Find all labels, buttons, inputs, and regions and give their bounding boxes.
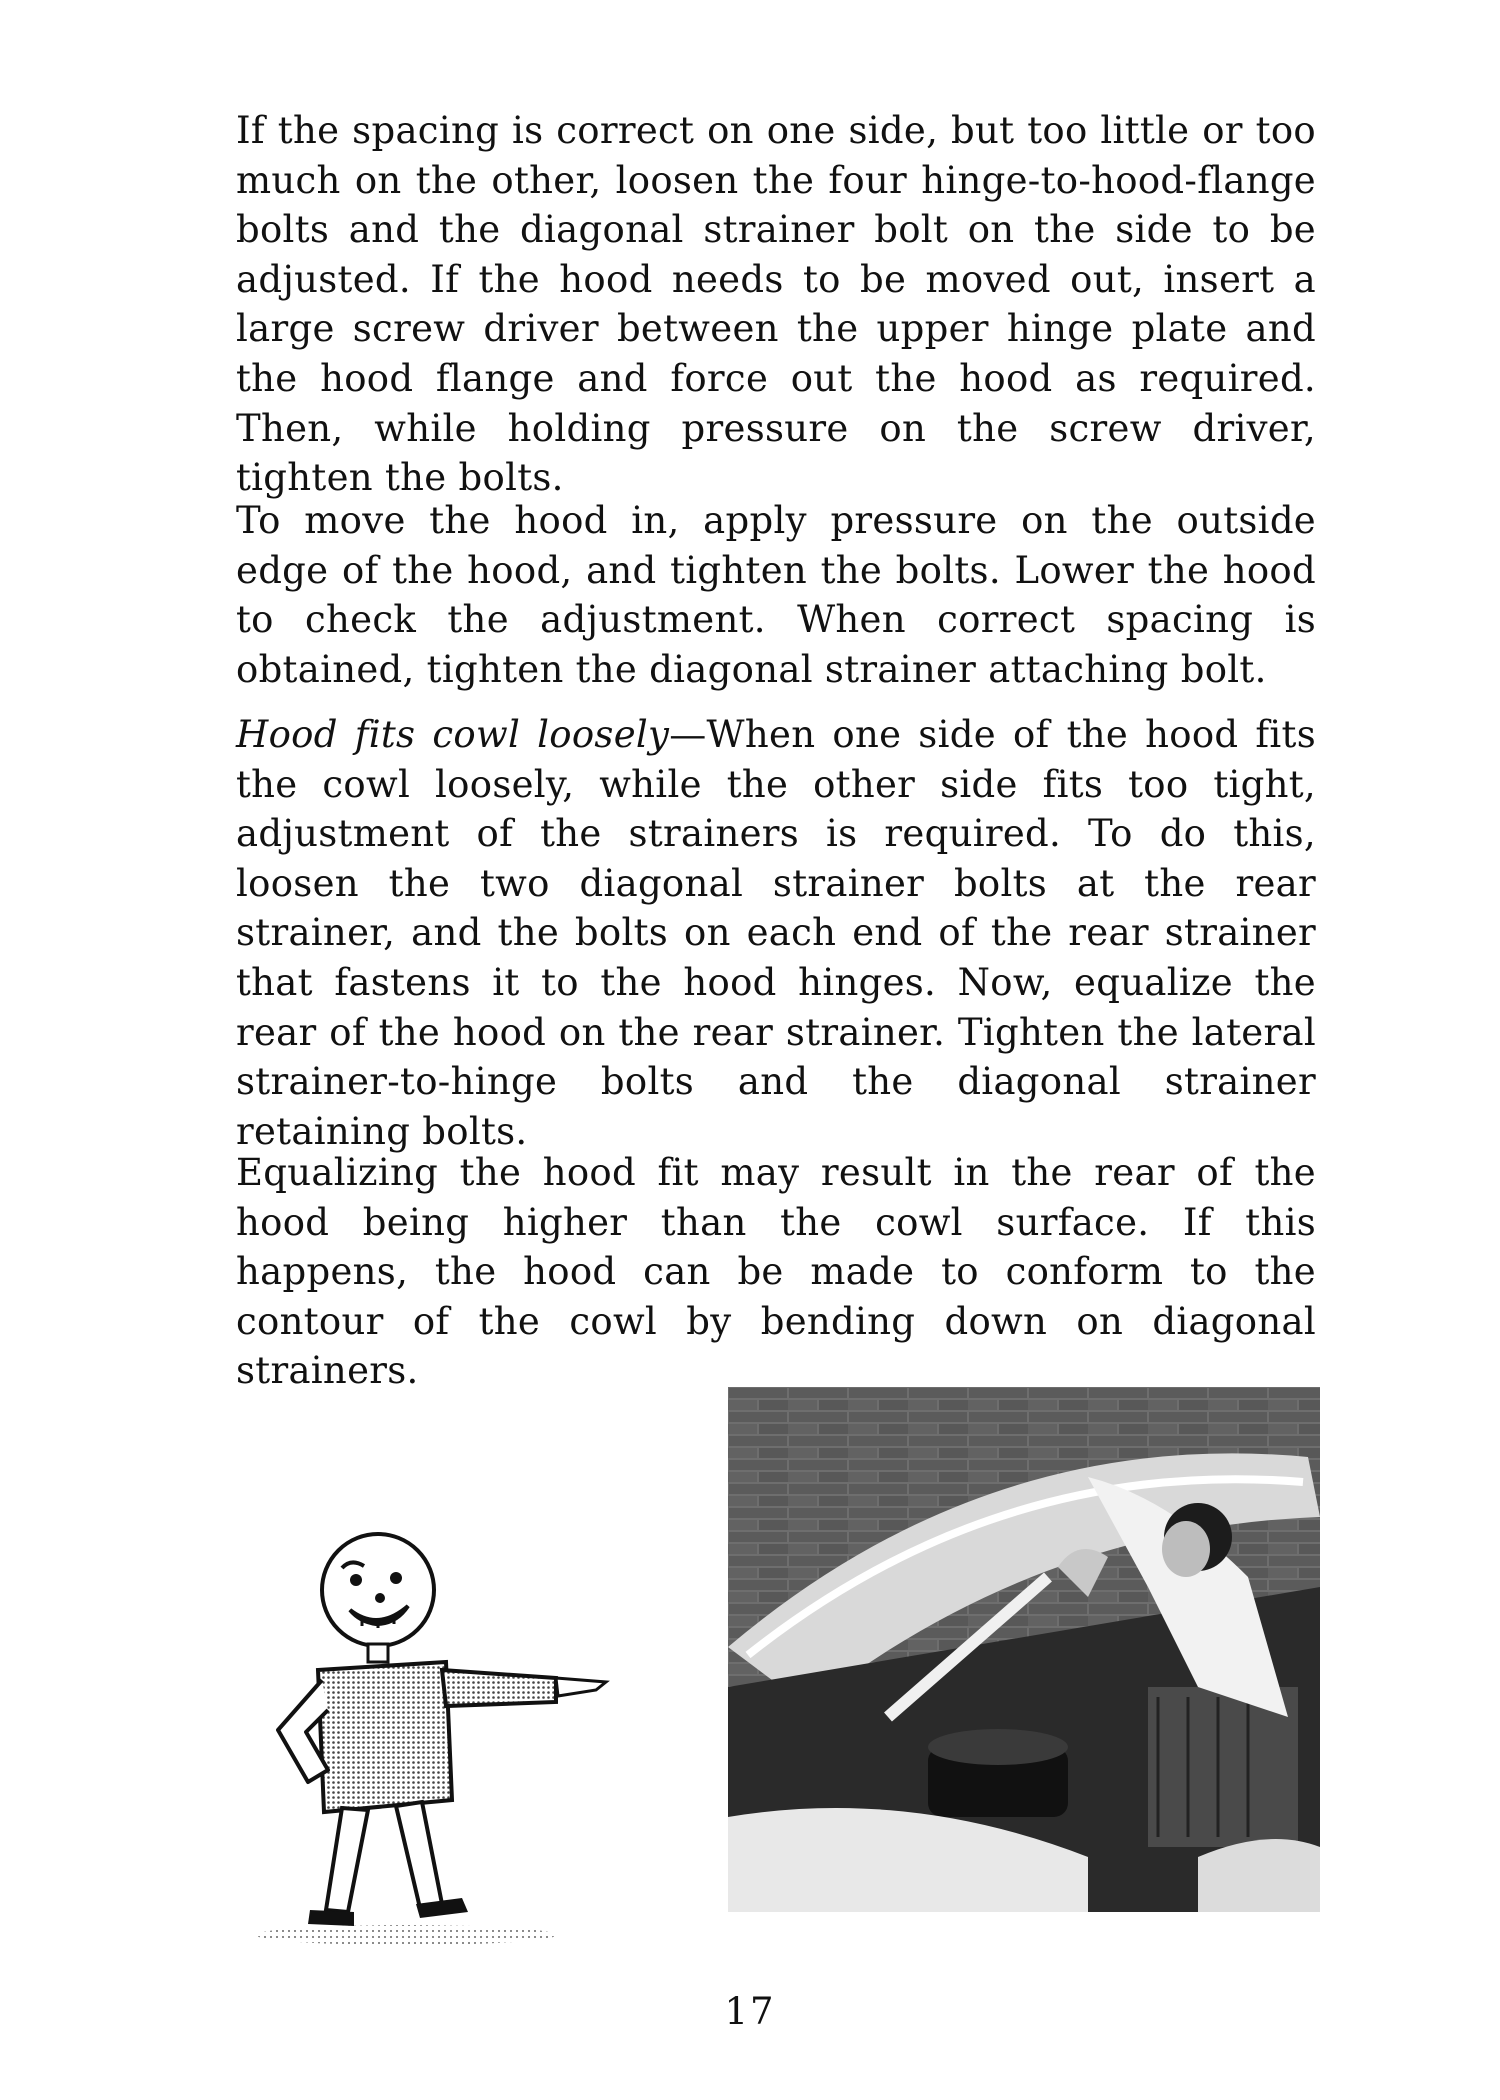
paragraph-4: Equalizing the hood fit may result in the rear of the hood being higher than the cowl surface. If this happens, the hood can be made to conform to the contour of the cowl by bending down on diagonal strainers.	[236, 1151, 1316, 1393]
paragraph-3	[236, 710, 1316, 1156]
paragraph-2: To move the hood in, apply pressure on the outside edge of the hood, and tighten the bolts. Lower the hood to check the adjustment. When correct spacing is obtained, tighten the diagonal strainer attaching bolt.	[236, 499, 1316, 691]
paragraph-3-body: —When one side of the hood fits the cowl loosely, while the other side fits too tight, adjustment of the strainers is required. To do this, loosen the two diagonal strainer bolts at the rear strainer, and the bolts on each end of the rear strainer that fastens it to the hood hinges. Now, equalize the rear of the hood on the rear strainer. Tighten the lateral strainer-to-hinge bolts and the diagonal strainer retaining bolts.	[236, 713, 1317, 1153]
paragraph-1: If the spacing is correct on one side, but too little or too much on the other, loosen the four hinge-to-hood-flange bolts and the diagonal strainer bolt on the side to be adjusted. If the hood needs to be moved out, insert a large screw driver between the upper hinge plate and the hood flange and force out the hood as required. Then, while holding pressure on the screw driver, tighten the bolts.	[236, 109, 1316, 500]
page-number: 17	[724, 1990, 776, 2033]
mechanic-adjusting-hood-photo	[728, 1387, 1320, 1912]
pointing-mascot-illustration	[256, 1520, 626, 1960]
paragraph-3-lead: Hood fits cowl loosely	[236, 713, 670, 756]
